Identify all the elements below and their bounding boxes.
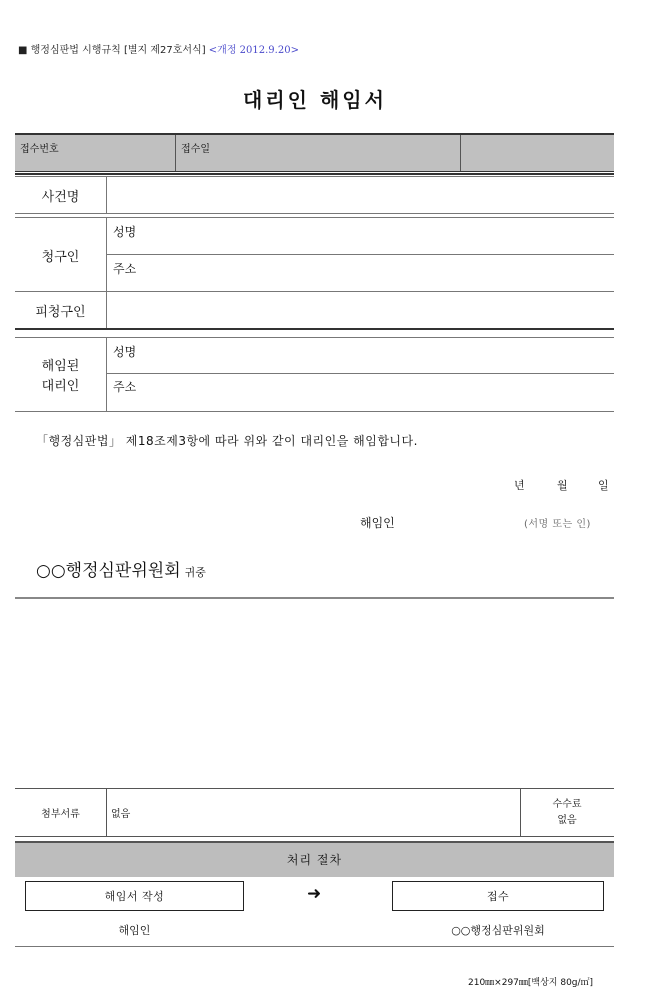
attachment-value: 없음 (111, 809, 131, 820)
claimant-name-label: 성명 (113, 225, 137, 239)
divider (15, 597, 614, 599)
divider (15, 946, 614, 947)
date-year-label: 년 (514, 479, 525, 492)
fee-cell (520, 797, 614, 829)
claimant-label: 청구인 (41, 250, 80, 265)
fee-label: 수수료 (552, 799, 582, 810)
divider (106, 218, 107, 328)
dismissed-agent-label-2: 대리인 (41, 379, 80, 394)
receipt-date-label: 접수일 (175, 135, 460, 171)
dismissed-name-label: 성명 (113, 345, 137, 359)
dismissed-agent-label-1: 해임된 (41, 359, 80, 374)
claimant-address-label: 주소 (113, 262, 137, 276)
honorific: 귀중 (184, 566, 206, 579)
revision-note: <개정 2012.9.20> (208, 45, 299, 56)
bullet: ■ (18, 45, 28, 56)
arrow-right-icon: ➜ (307, 884, 322, 904)
divider (15, 176, 614, 177)
receipt-number-label: 접수번호 (20, 144, 59, 155)
fee-value: 없음 (557, 815, 577, 826)
respondent-label: 피청구인 (35, 305, 86, 320)
step-receipt: 접수 (392, 881, 604, 911)
addressee (36, 556, 206, 581)
attachment-label: 첨부서류 (41, 809, 80, 820)
divider (15, 337, 614, 338)
divider (106, 373, 614, 374)
divider (106, 338, 107, 411)
signer-label: 해임인 (360, 516, 395, 530)
dismissed-address-label: 주소 (113, 380, 137, 394)
actor-committee: ○○행정심판위원회 (451, 924, 545, 937)
case-name-label: 사건명 (41, 190, 80, 205)
divider (15, 291, 614, 292)
divider (106, 254, 614, 255)
receipt-blank-cell (460, 135, 614, 171)
divider (15, 411, 614, 412)
divider (15, 213, 614, 214)
divider (15, 217, 614, 218)
form-reference (18, 41, 299, 56)
page-title: 대리인 해임서 (243, 88, 387, 112)
procedure-header: 처리 절차 (15, 841, 614, 877)
date-day-label: 일 (598, 479, 609, 492)
committee-name: ○○행정심판위원회 (36, 561, 181, 581)
statement-text: 「행정심판법」 제18조제3항에 따라 위와 같이 대리인을 해임합니다. (36, 434, 418, 448)
form-ref-text: 행정심판법 시행규칙 [별지 제27호서식] (30, 45, 206, 56)
signature-hint: (서명 또는 인) (524, 519, 591, 530)
actor-dismisser: 해임인 (118, 924, 151, 937)
paper-spec: 210㎜×297㎜[백상지 80g/㎡] (468, 978, 594, 988)
divider (15, 173, 614, 175)
attachment-row (15, 788, 614, 837)
step-write-dismissal: 해임서 작성 (25, 881, 244, 911)
divider (106, 177, 107, 213)
date-month-label: 월 (557, 479, 568, 492)
divider (15, 328, 614, 330)
receipt-bar (15, 133, 614, 172)
divider (106, 789, 107, 836)
